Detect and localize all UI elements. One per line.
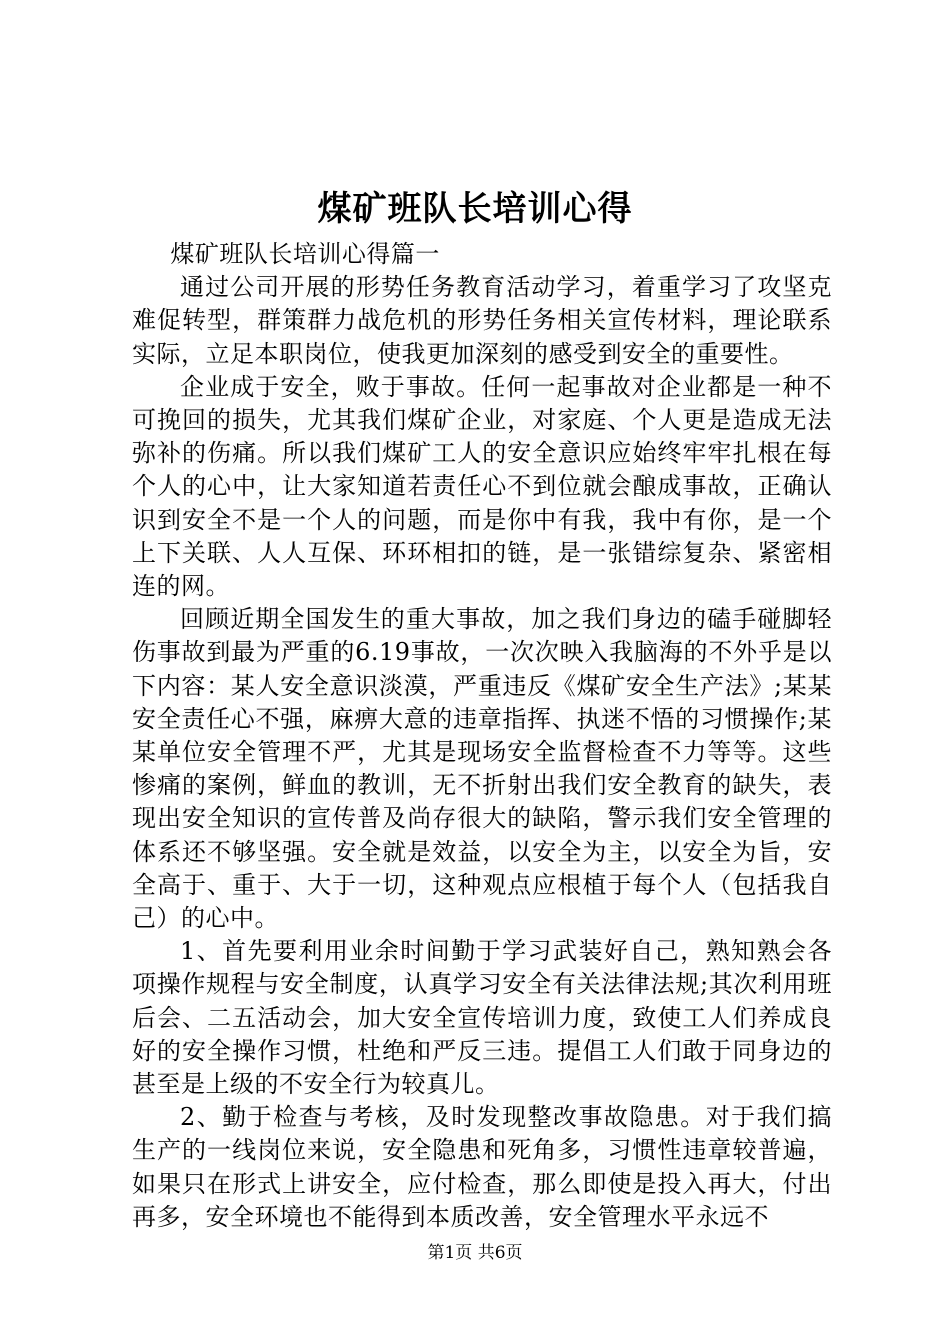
document-title: 煤矿班队长培训心得	[317, 189, 633, 229]
paragraph: 通过公司开展的形势任务教育活动学习，着重学习了攻坚克难促转型，群策群力战危机的形势任务相关宣传材料，理论联系实际，立足本职岗位，使我更加深刻的感受到安全的重要性。	[132, 273, 832, 368]
paragraph: 回顾近期全国发生的重大事故，加之我们身边的磕手碰脚轻伤事故到最为严重的6.19事故，一次次映入我脑海的不外乎是以下内容：某人安全意识淡漠，严重违反《煤矿安全生产法》;某某安全责任心不强，麻痹大意的违章指挥、执迷不悟的习惯操作;某某单位安全管理不严，尤其是现场安全监督检查不力等等。这些惨痛的案例，鲜血的教训，无不折射出我们安全教育的缺失，表现出安全知识的宣传普及尚存很大的缺陷，警示我们安全管理的体系还不够坚强。安全就是效益，以安全为主，以安全为旨，安全高于、重于、大于一切，这种观点应根植于每个人（包括我自己）的心中。	[132, 605, 832, 933]
section-heading: 煤矿班队长培训心得篇一	[170, 240, 440, 268]
paragraph: 1、首先要利用业余时间勤于学习武装好自己，熟知熟会各项操作规程与安全制度，认真学习安全有关法律法规;其次利用班后会、二五活动会，加大安全宣传培训力度，致使工人们养成良好的安全操作习惯，杜绝和严反三违。提倡工人们敢于同身边的甚至是上级的不安全行为较真儿。	[132, 937, 832, 1099]
paragraph: 2、勤于检查与考核，及时发现整改事故隐患。对于我们搞生产的一线岗位来说，安全隐患和死角多，习惯性违章较普遍，如果只在形式上讲安全，应付检查，那么即使是投入再大，付出再多，安全环境也不能得到本质改善，安全管理水平永远不	[132, 1103, 832, 1231]
document-body	[132, 238, 832, 1234]
paragraph: 企业成于安全，败于事故。任何一起事故对企业都是一种不可挽回的损失，尤其我们煤矿企业，对家庭、个人更是造成无法弥补的伤痛。所以我们煤矿工人的安全意识应始终牢牢扎根在每个人的心中，让大家知道若责任心不到位就会酿成事故，正确认识到安全不是一个人的问题，而是你中有我，我中有你，是一个上下关联、人人互保、环环相扣的链，是一张错综复杂、紧密相连的网。	[132, 372, 832, 601]
page-number: 第1页 共6页	[427, 1243, 523, 1263]
